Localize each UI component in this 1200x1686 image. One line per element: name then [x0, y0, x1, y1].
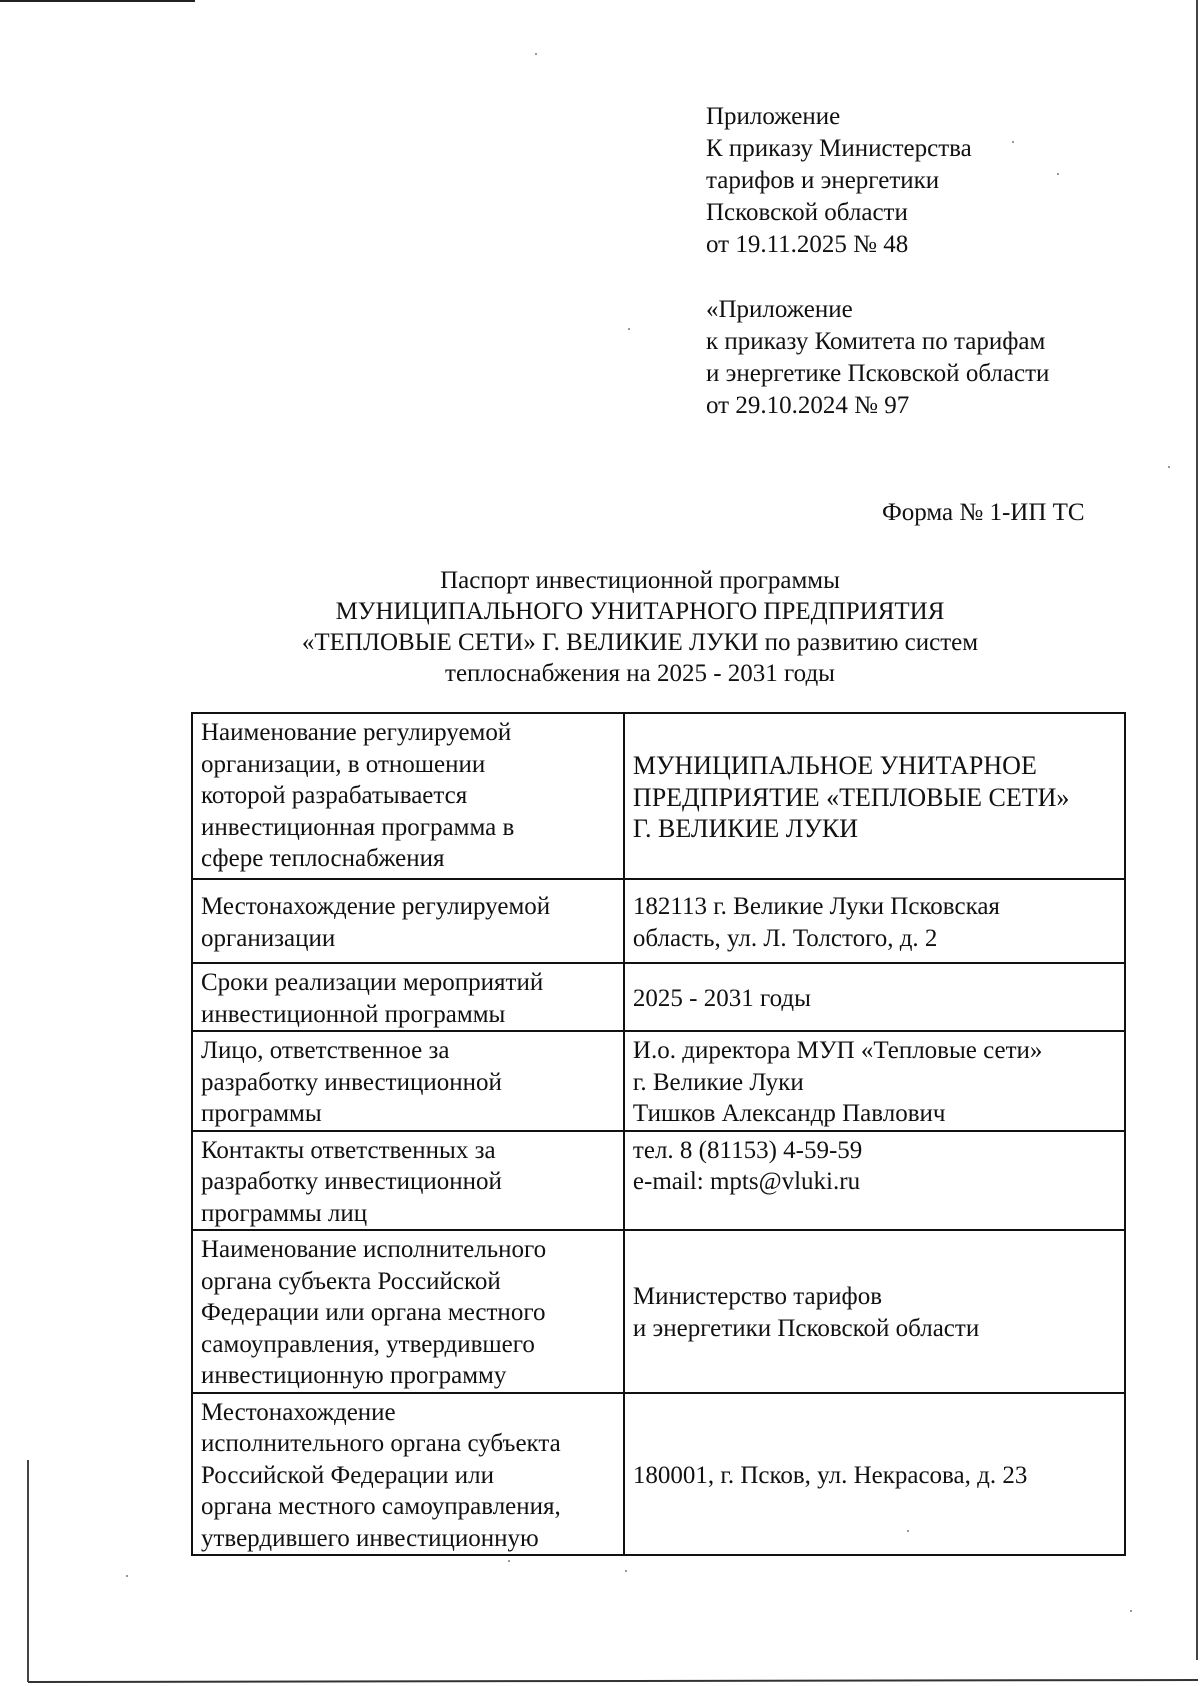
row-label — [192, 963, 624, 1031]
row-label — [192, 879, 624, 963]
label-line: органа субъекта Российской — [201, 1267, 501, 1295]
label-line: утвердившего инвестиционную — [201, 1524, 539, 1552]
label-line: разработку инвестиционной — [201, 1068, 502, 1096]
label-line: Российской Федерации или — [201, 1461, 495, 1489]
label-line: Сроки реализации мероприятий — [201, 969, 544, 996]
passport-table — [191, 712, 1126, 1556]
label-line: которой разрабатывается — [201, 782, 468, 809]
value-line: МУНИЦИПАЛЬНОЕ УНИТАРНОЕ — [632, 751, 1037, 781]
title-line: теплоснабжения на 2025 - 2031 годы — [445, 660, 835, 687]
value-line: тел. 8 (81153) 4-59-59 — [632, 1136, 863, 1164]
appendix-current — [706, 101, 972, 261]
scan-speck — [1130, 1610, 1132, 1612]
label-line: инвестиционная программа в — [201, 813, 515, 841]
row-label — [192, 1031, 624, 1131]
table-row — [192, 879, 1125, 963]
value-line: Г. ВЕЛИКИЕ ЛУКИ — [632, 814, 858, 844]
scan-speck — [1168, 466, 1170, 468]
label-line: Наименование регулируемой — [201, 719, 512, 746]
row-label — [192, 713, 624, 879]
row-label — [192, 1131, 624, 1231]
table-row — [192, 1230, 1125, 1393]
scan-speck — [126, 1575, 128, 1577]
scan-speck — [1012, 141, 1014, 143]
value-line: область, ул. Л. Толстого, д. 2 — [632, 924, 938, 952]
label-line: Наименование исполнительного — [201, 1236, 547, 1263]
table-row — [192, 963, 1125, 1031]
value-line: И.о. директора МУП «Тепловые сети» — [632, 1037, 1043, 1064]
appendix-current-line: от 19.11.2025 № 48 — [706, 231, 909, 258]
scan-speck — [625, 1570, 627, 1572]
row-label — [192, 1393, 624, 1556]
appendix-previous — [706, 294, 1049, 422]
label-line: Местонахождение — [201, 1398, 396, 1426]
title-line: «ТЕПЛОВЫЕ СЕТИ» Г. ВЕЛИКИЕ ЛУКИ по развитию систем — [301, 629, 979, 656]
value-line: Министерство тарифов — [632, 1283, 883, 1311]
title-line: Паспорт инвестиционной программы — [440, 567, 840, 594]
label-line: самоуправления, утвердившего — [201, 1330, 535, 1358]
label-line: организации, в отношении — [201, 750, 486, 778]
label-line: сфере теплоснабжения — [201, 845, 445, 872]
document-title — [180, 565, 1100, 689]
value-line: 182113 г. Великие Луки Псковская — [632, 893, 1000, 920]
row-value — [624, 1131, 1125, 1231]
row-value — [624, 1230, 1125, 1393]
label-line: Местонахождение регулируемой — [201, 893, 551, 920]
value-line: Тишков Александр Павлович — [632, 1100, 946, 1127]
form-number: Форма № 1-ИП ТС — [882, 499, 1085, 526]
label-line: Федерации или органа местного — [201, 1299, 546, 1326]
value-line: 2025 - 2031 годы — [632, 984, 811, 1012]
value-line: и энергетики Псковской области — [632, 1314, 980, 1342]
value-line: 180001, г. Псков, ул. Некрасова, д. 23 — [632, 1461, 1028, 1489]
row-value — [624, 1393, 1125, 1556]
row-value — [624, 963, 1125, 1031]
row-value — [624, 713, 1125, 879]
label-line: организации — [201, 924, 336, 952]
title-line: МУНИЦИПАЛЬНОГО УНИТАРНОГО ПРЕДПРИЯТИЯ — [335, 598, 945, 625]
row-value — [624, 879, 1125, 963]
label-line: программы лиц — [201, 1199, 368, 1227]
appendix-previous-line: «Приложение — [706, 296, 853, 323]
appendix-current-line: тарифов и энергетики — [706, 167, 940, 194]
label-line: Контакты ответственных за — [201, 1136, 496, 1164]
appendix-previous-line: от 29.10.2024 № 97 — [706, 392, 910, 419]
label-line: Лицо, ответственное за — [201, 1037, 450, 1064]
label-line: разработку инвестиционной — [201, 1168, 502, 1195]
appendix-previous-line: к приказу Комитета по тарифам — [706, 328, 1046, 355]
appendix-current-line: Приложение — [706, 103, 841, 130]
appendix-current-line: К приказу Министерства — [706, 135, 972, 162]
page-edge-left — [27, 1460, 29, 1682]
label-line: инвестиционную программу — [201, 1362, 507, 1389]
appendix-previous-line: и энергетике Псковской области — [706, 360, 1050, 387]
row-value — [624, 1031, 1125, 1131]
scan-speck — [628, 328, 630, 330]
label-line: исполнительного органа субъекта — [201, 1430, 561, 1457]
value-line: e-mail: mpts@vluki.ru — [632, 1168, 861, 1195]
label-line: органа местного самоуправления, — [201, 1493, 561, 1520]
page-edge-bottom — [28, 1679, 1198, 1683]
label-line: программы — [201, 1100, 322, 1127]
value-line: ПРЕДПРИЯТИЕ «ТЕПЛОВЫЕ СЕТИ» — [632, 782, 1070, 812]
page-edge-top — [0, 0, 195, 2]
table-row — [192, 1393, 1125, 1556]
label-line: инвестиционной программы — [201, 1000, 506, 1028]
scan-speck — [1057, 173, 1059, 175]
table-row — [192, 1131, 1125, 1231]
value-line: г. Великие Луки — [632, 1068, 804, 1096]
scan-speck — [535, 53, 537, 55]
scan-speck — [508, 1560, 510, 1562]
row-label — [192, 1230, 624, 1393]
appendix-current-line: Псковской области — [706, 199, 908, 226]
table-row — [192, 1031, 1125, 1131]
table-row — [192, 713, 1125, 879]
page-edge-right — [1196, 0, 1198, 1660]
